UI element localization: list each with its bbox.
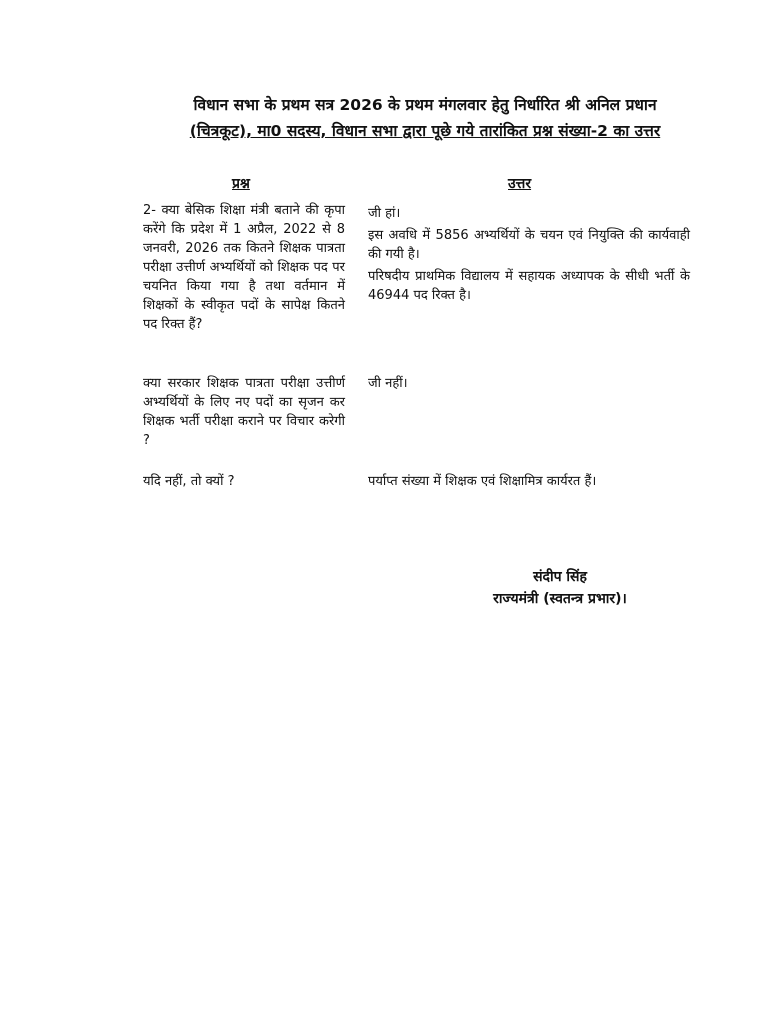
signatory-designation: राज्यमंत्री (स्वतन्त्र प्रभार)।	[493, 591, 627, 607]
document-title	[140, 92, 710, 144]
answer-1	[368, 204, 690, 308]
answer-2	[368, 374, 690, 396]
signatory-name: संदीप सिंह	[533, 569, 587, 585]
answer-3-line-1: पर्याप्त संख्या में शिक्षक एवं शिक्षामित्र कार्यरत हैं।	[368, 474, 597, 489]
question-2: क्या सरकार शिक्षक पात्रता परीक्षा उत्तीर्ण अभ्यर्थियों के लिए नए पदों का सृजन कर शिक्षक भर्ती परीक्षा कराने पर विचार करेगी ?	[143, 376, 345, 448]
question-3: यदि नहीं, तो क्यों ?	[143, 474, 235, 489]
question-1: 2- क्या बेसिक शिक्षा मंत्री बताने की कृपा करेंगे कि प्रदेश में 1 अप्रैल, 2022 से 8 जनवरी, 2026 तक कितने शिक्षक पात्रता परीक्षा उत्तीर्ण अभ्यर्थियों को शिक्षक पद पर चयनित किया गया है तथा वर्तमान में शिक्षकों के स्वीकृत पदों के सापेक्ष कितने पद रिक्त हैं?	[143, 203, 345, 332]
question-column-heading: प्रश्न	[232, 176, 250, 192]
signature-block	[460, 566, 660, 610]
answer-1-line-3: परिषदीय प्राथमिक विद्यालय में सहायक अध्यापक के सीधी भर्ती के 46944 पद रिक्त है।	[368, 269, 690, 303]
title-line-2: (चित्रकूट), मा0 सदस्य, विधान सभा द्वारा पूछे गये तारांकित प्रश्न संख्या-2 का उत्तर	[189, 122, 661, 140]
title-line-1: विधान सभा के प्रथम सत्र 2026 के प्रथम मंगलवार हेतु निर्धारित श्री अनिल प्रधान	[193, 96, 657, 114]
answer-3	[368, 472, 690, 494]
answer-1-line-2: इस अवधि में 5856 अभ्यर्थियों के चयन एवं नियुक्ति की कार्यवाही की गयी है।	[368, 228, 690, 262]
answer-1-line-1: जी हां।	[368, 206, 401, 221]
answer-2-line-1: जी नहीं।	[368, 376, 408, 391]
answer-column-heading: उत्तर	[508, 176, 532, 192]
